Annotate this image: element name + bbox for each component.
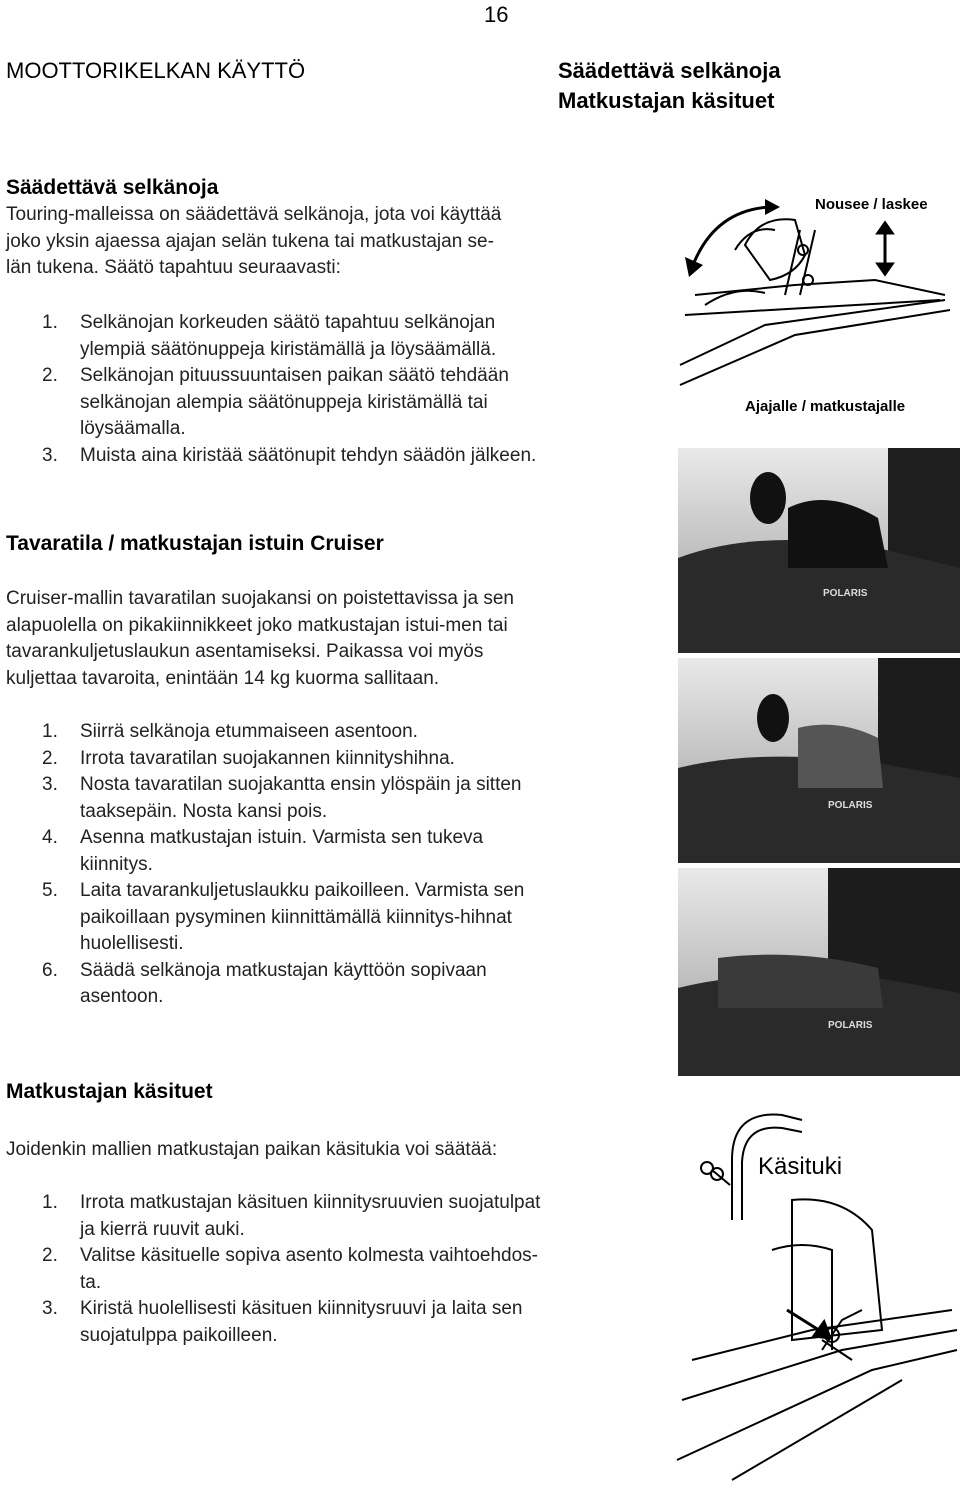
list-item [6,825,666,878]
section-intro [6,202,656,282]
section-title: Matkustajan käsituet [6,1080,213,1103]
backrest-steps [6,310,666,469]
photo-stack [678,448,960,1076]
photo-3 [678,868,960,1076]
backrest-adjustment-figure [675,185,960,435]
cruiser-photos [678,448,960,1076]
list-item [6,746,666,773]
section-adjustable-backrest [6,174,656,282]
step-line: Valitse käsituelle sopiva asento kolmesta vaihtoehdos- [80,1245,539,1266]
intro-line: kuljettaa tavaroita, enintään 14 kg kuorma sallitaan. [6,667,440,689]
step-number: 3. [42,774,58,795]
step-number: 1. [42,1192,58,1213]
cruiser-steps [6,719,666,1011]
section-intro: Joidenkin mallien matkustajan paikan käsitukia voi säätää: [6,1139,498,1160]
list-item [6,878,666,958]
list-item [6,1296,666,1349]
step-line: taaksepäin. Nosta kansi pois. [80,800,328,822]
intro-line: Cruiser-mallin tavaratilan suojakansi on poistettavissa ja sen [6,588,514,609]
intro-line: tavarankuljetuslaukun asentamiseksi. Paikassa voi myös [6,641,484,662]
page-number: 16 [484,2,509,27]
header-section-titles [558,56,781,116]
section-passenger-handgrips [6,1078,666,1106]
step-line: Asenna matkustajan istuin. Varmista sen tukeva [80,827,484,848]
step-line: Selkänojan pituussuuntaisen paikan säätö tehdään [80,365,509,386]
step-line: selkänojan alempia säätönuppeja kiristämällä tai [80,391,488,413]
list-item [6,363,666,443]
intro-line: Touring-malleissa on säädettävä selkänoja, jota voi käyttää [6,204,502,225]
step-line: kiinnitys. [80,853,153,875]
step-number: 3. [42,444,58,466]
handgrip-figure [672,1100,960,1495]
step-line: ja kierrä ruuvit auki. [80,1218,245,1240]
step-line: Laita tavarankuljetuslaukku paikoilleen. Varmista sen [80,880,525,901]
step-line: asentoon. [80,986,164,1007]
step-number: 1. [42,312,58,333]
step-line: Irrota matkustajan käsituen kiinnitysruuvien suojatulpat [80,1192,541,1213]
step-line: ylempiä säätönuppeja kiristämällä ja löysäämällä. [80,338,497,360]
step-line: suojatulppa paikoilleen. [80,1324,278,1346]
step-line: paikoillaan pysyminen kiinnittämällä kiinnitys-hihnat [80,906,512,928]
figure-label-handgrip: Käsituki [758,1153,843,1180]
photo-2 [678,658,960,863]
section-cargo-passenger-seat [6,530,676,558]
step-line: Selkänojan korkeuden säätö tapahtuu selkänojan [80,312,496,333]
step-number: 2. [42,747,58,769]
step-line: Irrota tavaratilan suojakannen kiinnityshihna. [80,747,455,769]
list-item [6,1190,666,1243]
step-number: 6. [42,959,58,981]
step-line: huolellisesti. [80,933,184,954]
step-number: 2. [42,1245,58,1266]
list-item [6,310,666,363]
step-line: löysäämalla. [80,418,186,439]
step-number: 4. [42,827,58,848]
header-section-2: Matkustajan käsituet [558,88,775,113]
step-line: Säädä selkänoja matkustajan käyttöön sopivaan [80,959,487,981]
list-item [6,1243,666,1296]
list-item [6,443,666,470]
step-number: 5. [42,880,58,901]
list-item [6,958,666,1011]
header-section-1: Säädettävä selkänoja [558,58,781,83]
list-item [6,719,666,746]
section-title: Tavaratila / matkustajan istuin Cruiser [6,532,384,555]
step-line: Muista aina kiristää säätönupit tehdyn säädön jälkeen. [80,444,537,466]
step-line: Kiristä huolellisesti käsituen kiinnitysruuvi ja laita sen [80,1298,523,1319]
intro-line: joko yksin ajaessa ajajan selän tukena tai matkustajan se- [6,230,494,252]
step-number: 2. [42,365,58,386]
tilt-arrow-icon [693,207,770,265]
section-intro [6,586,666,692]
figure-label-up-down: Nousee / laskee [815,196,928,213]
list-item [6,772,666,825]
seat-drawing [680,219,950,385]
photo-1 [678,448,960,653]
brand-logo: POLARIS [828,1020,873,1031]
header-chapter-title: MOOTTORIKELKAN KÄYTTÖ [6,58,306,83]
brand-logo: POLARIS [823,588,868,599]
intro-line: alapuolella on pikakiinnikkeet joko matkustajan istui-men tai [6,614,508,636]
section-title: Säädettävä selkänoja [6,176,219,199]
figure-label-rider-passenger: Ajajalle / matkustajalle [745,398,906,415]
brand-logo: POLARIS [828,800,873,811]
up-down-arrow-icon [878,223,892,274]
step-line: Siirrä selkänoja etummaiseen asentoon. [80,721,418,742]
step-number: 1. [42,721,58,742]
step-number: 3. [42,1298,58,1319]
intro-line: län tukena. Säätö tapahtuu seuraavasti: [6,257,341,278]
step-line: ta. [80,1271,102,1293]
handgrip-steps [6,1190,666,1349]
step-line: Nosta tavaratilan suojakantta ensin ylöspäin ja sitten [80,774,522,795]
